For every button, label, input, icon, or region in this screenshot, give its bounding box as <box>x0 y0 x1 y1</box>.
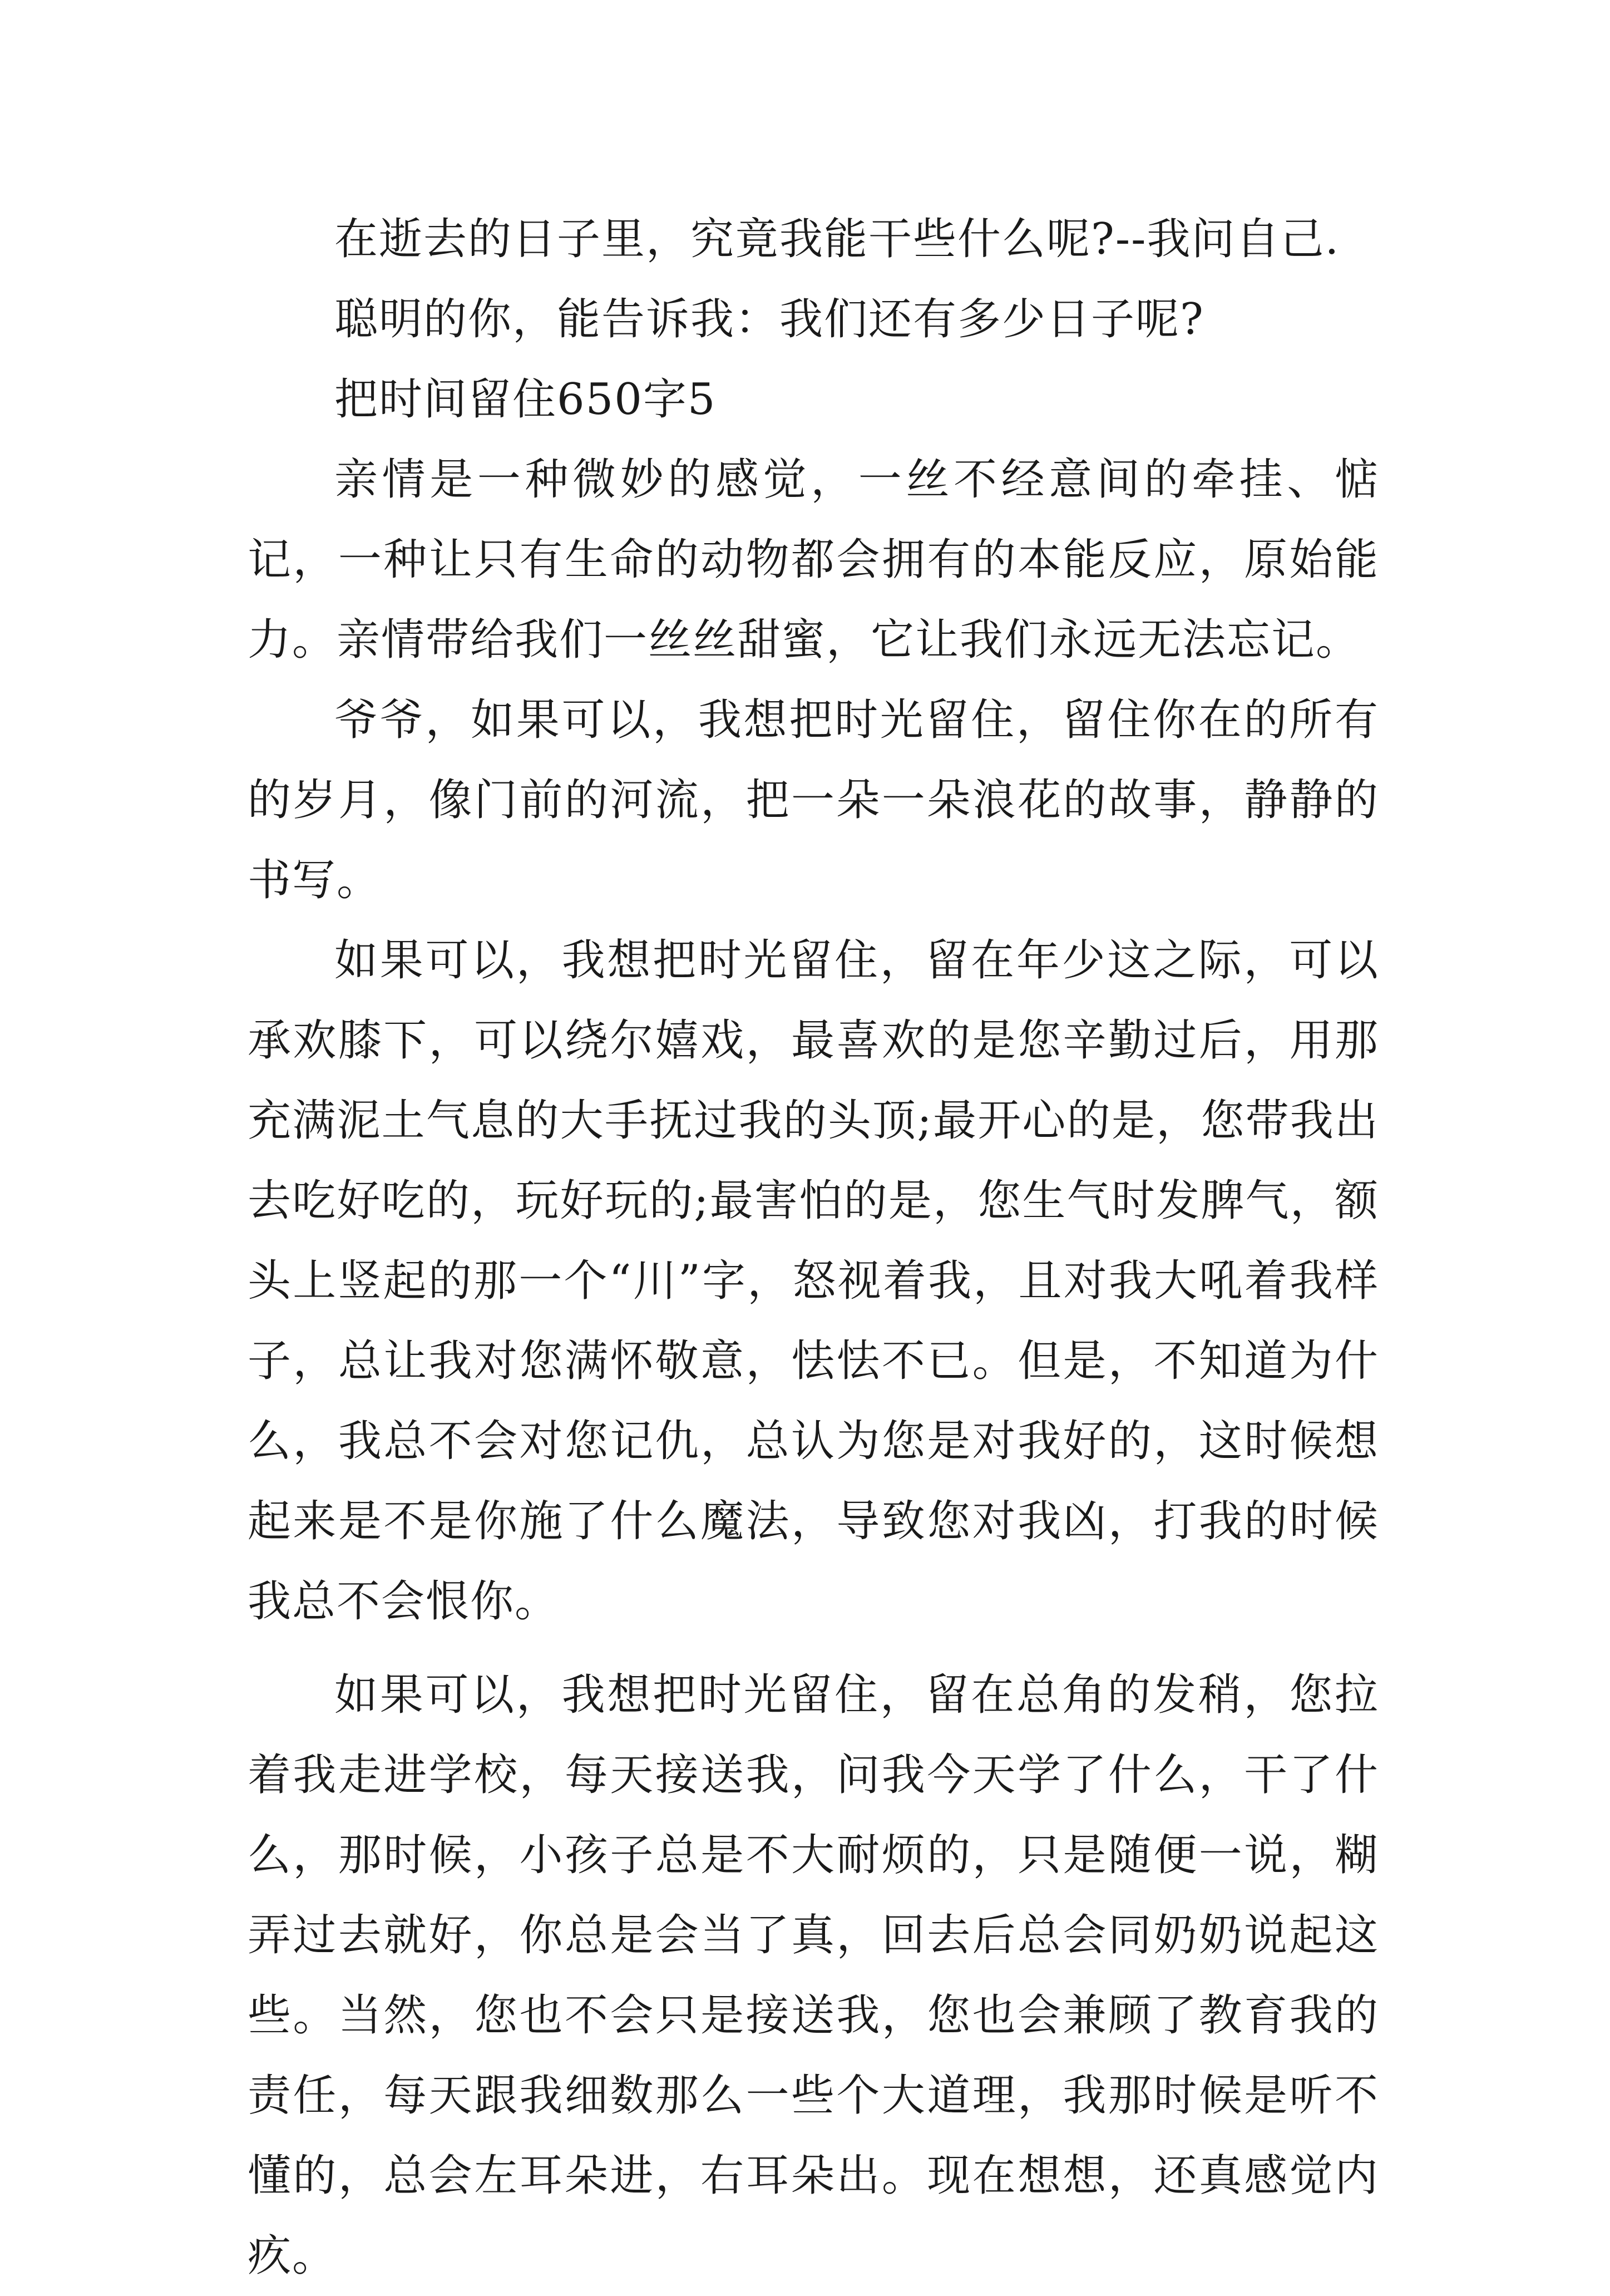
paragraph-4: 亲情是一种微妙的感觉，一丝不经意间的牵挂、惦记，一种让只有生命的动物都会拥有的本能反应，原始能力。亲情带给我们一丝丝甜蜜，它让我们永远无法忘记。 <box>248 455 1379 665</box>
paragraph-1: 在逝去的日子里，究竟我能干些什么呢?--我问自己. <box>334 214 1340 264</box>
paragraph-6: 如果可以，我想把时光留住，留在年少这之际，可以承欢膝下，可以绕尔嬉戏，最喜欢的是您辛勤过后，用那充满泥土气息的大手抚过我的头顶;最开心的是，您带我出去吃好吃的，玩好玩的;最害怕的是，您生气时发脾气，额头上竖起的那一个“川”字，怒视着我，且对我大吼着我样子，总让我对您满怀敬意，怯怯不已。但是，不知道为什么，我总不会对您记仇，总认为您是对我好的，这时候想起来是不是你施了什么魔法，导致您对我凶，打我的时候我总不会恨你。 <box>248 935 1379 1627</box>
document-body <box>248 199 1379 2296</box>
paragraph-2: 聪明的你，能告诉我：我们还有多少日子呢? <box>334 294 1204 344</box>
paragraph-7: 如果可以，我想把时光留住，留在总角的发稍，您拉着我走进学校，每天接送我，问我今天学了什么，干了什么，那时候，小孩子总是不大耐烦的，只是随便一说，糊弄过去就好，你总是会当了真，回去后总会同奶奶说起这些。当然，您也不会只是接送我，您也会兼顾了教育我的责任，每天跟我细数那么一些个大道理，我那时候是听不懂的，总会左耳朵进，右耳朵出。现在想想，还真感觉内疚。 <box>248 1670 1379 2281</box>
paragraph-5: 爷爷，如果可以，我想把时光留住，留住你在的所有的岁月，像门前的河流，把一朵一朵浪花的故事，静静的书写。 <box>248 695 1379 905</box>
section-heading: 把时间留住650字5 <box>334 375 717 425</box>
